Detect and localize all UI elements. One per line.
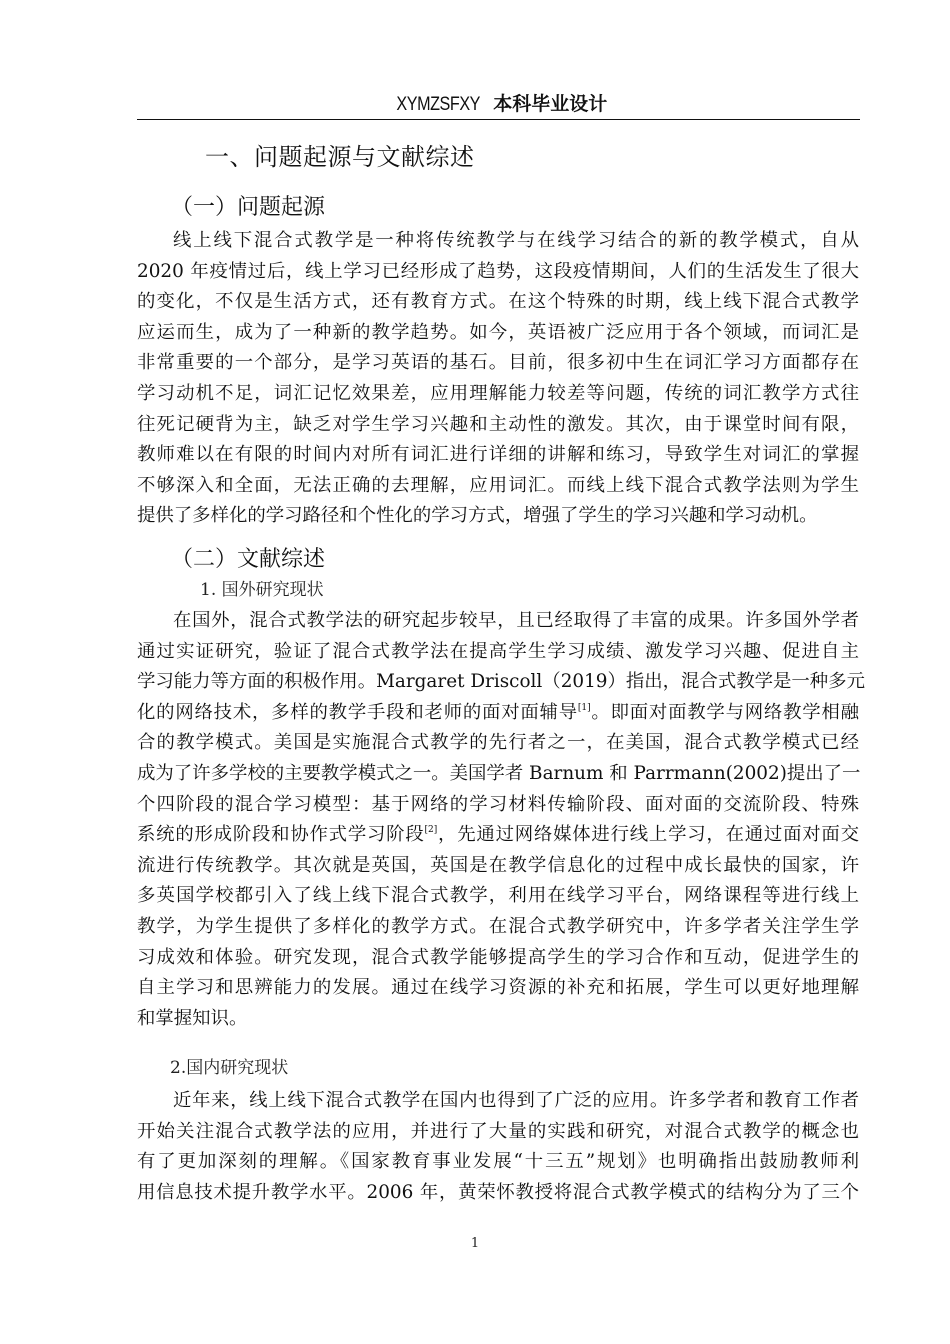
section-heading-origin: （一）问题起源	[171, 195, 326, 220]
text-line: 通过实证研究，验证了混合式教学法在提高学生学习成绩、激发学习兴趣、促进自主	[137, 640, 859, 662]
subsection-heading-domestic: 2.国内研究现状	[170, 1058, 289, 1078]
text-line: 近年来，线上线下混合式教学在国内也得到了广泛的应用。许多学者和教育工作者	[173, 1090, 859, 1111]
text-line: 用信息技术提升教学水平。2006 年，黄荣怀教授将混合式教学模式的结构分为了三个	[137, 1181, 859, 1203]
text-line: 往死记硬背为主，缺乏对学生学习兴趣和主动性的激发。其次，由于课堂时间有限，	[137, 413, 859, 435]
text-segment: 系统的形成阶段和协作式学习阶段	[137, 824, 425, 846]
header-divider	[137, 119, 860, 120]
paragraph-foreign-research	[137, 606, 865, 1034]
text-line: 合的教学模式。美国是实施混合式教学的先行者之一，在美国，混合式教学模式已经	[137, 732, 859, 754]
text-line: 在国外，混合式教学法的研究起步较早，且已经取得了丰富的成果。许多国外学者	[173, 610, 859, 631]
text-line: 习成效和体验。研究发现，混合式教学能够提高学生的学习合作和互动，促进学生的	[137, 946, 859, 968]
text-line: 提供了多样化的学习路径和个性化的学习方式，增强了学生的学习兴趣和学习动机。	[137, 505, 818, 527]
text-line: 学习能力等方面的积极作用。Margaret Driscoll（2019）指出，混合式教学是一种多元	[137, 671, 865, 693]
text-line: 自主学习和思辨能力的发展。通过在线学习资源的补充和拓展，学生可以更好地理解	[137, 977, 859, 999]
text-line: 2020 年疫情过后，线上学习已经形成了趋势，这段疫情期间，人们的生活发生了很大	[137, 260, 859, 282]
text-line: 的变化，不仅是生活方式，还有教育方式。在这个特殊的时期，线上线下混合式教学	[137, 291, 859, 313]
text-segment: 。即面对面教学与网络教学相融	[590, 701, 859, 723]
text-line-with-citation	[137, 698, 859, 729]
text-line: 学习动机不足，词汇记忆效果差，应用理解能力较差等问题，传统的词汇教学方式往	[137, 382, 859, 404]
text-line: 应运而生，成为了一种新的教学趋势。如今，英语被广泛应用于各个领域，而词汇是	[137, 321, 859, 343]
chapter-heading: 一、问题起源与文献综述	[205, 143, 475, 171]
section-heading-literature: （二）文献综述	[171, 547, 326, 572]
text-segment: 化的网络技术，多样的教学手段和老师的面对面辅导	[137, 701, 578, 723]
paragraph-domestic-research	[137, 1086, 859, 1208]
text-line: 教师难以在有限的时间内对所有词汇进行详细的讲解和练习，导致学生对词汇的掌握	[137, 444, 859, 466]
page-number: 1	[470, 1236, 480, 1251]
text-line: 多英国学校都引入了线上线下混合式教学，利用在线学习平台，网络课程等进行线上	[137, 885, 859, 907]
subsection-heading-foreign: 1. 国外研究现状	[200, 580, 324, 600]
text-line: 开始关注混合式教学法的应用，并进行了大量的实践和研究，对混合式教学的概念也	[137, 1120, 859, 1142]
text-line: 线上线下混合式教学是一种将传统教学与在线学习结合的新的教学模式，自从	[173, 230, 859, 251]
citation-ref-2[interactable]: [2]	[424, 825, 438, 836]
text-line: 非常重要的一个部分，是学习英语的基石。目前，很多初中生在词汇学习方面都存在	[137, 352, 859, 374]
header-latin-title: XYMZSFXY	[396, 94, 480, 115]
text-line: 不够深入和全面，无法正确的去理解，应用词汇。而线上线下混合式教学法则为学生	[137, 474, 859, 496]
text-line: 教学，为学生提供了多样化的教学方式。在混合式教学研究中，许多学者关注学生学	[137, 915, 859, 937]
text-segment: ，先通过网络媒体进行线上学习，在通过面对面交	[437, 824, 859, 846]
paragraph-origin	[137, 226, 859, 532]
text-line: 和掌握知识。	[137, 1007, 248, 1029]
text-line: 成为了许多学校的主要教学模式之一。美国学者 Barnum 和 Parrmann(2002)提出了一	[137, 762, 861, 784]
text-line: 个四阶段的混合学习模型：基于网络的学习材料传输阶段、面对面的交流阶段、特殊	[137, 793, 859, 815]
citation-ref-1[interactable]: [1]	[577, 702, 591, 713]
text-line: 流进行传统教学。其次就是英国，英国是在教学信息化的过程中成长最快的国家，许	[137, 854, 859, 876]
text-line: 有了更加深刻的理解。《国家教育事业发展“十三五”规划》也明确指出鼓励教师利	[137, 1151, 859, 1173]
running-header	[137, 92, 859, 117]
text-line-with-citation	[137, 820, 859, 851]
header-cjk-title: 本科毕业设计	[493, 93, 608, 115]
